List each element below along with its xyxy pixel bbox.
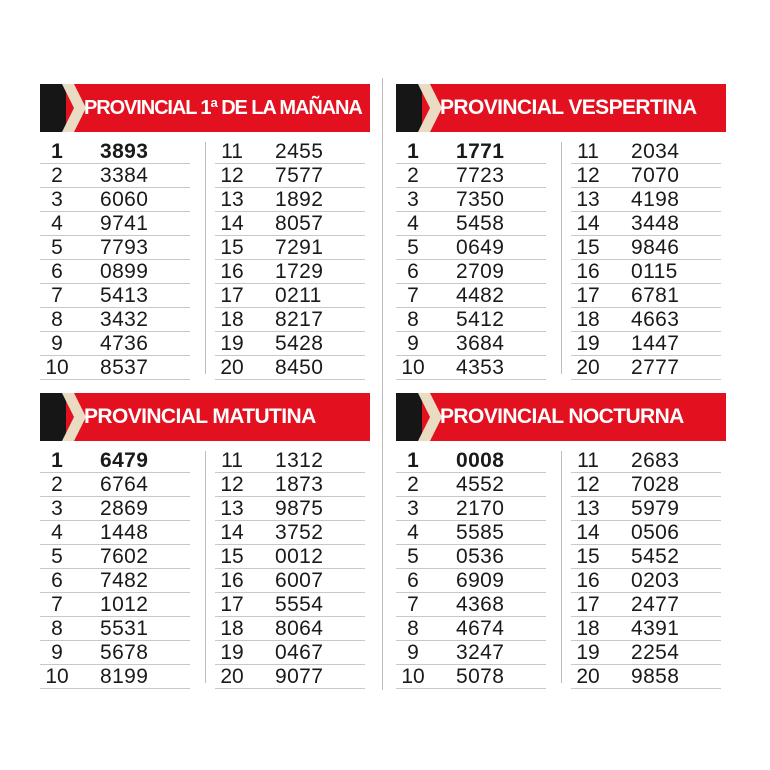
result-row xyxy=(571,593,721,617)
result-number: 8537 xyxy=(100,356,149,379)
result-number: 0649 xyxy=(456,236,505,259)
result-row xyxy=(571,521,721,545)
result-position: 12 xyxy=(220,473,244,496)
result-row xyxy=(40,593,190,617)
result-row xyxy=(40,545,190,569)
result-number: 2034 xyxy=(631,140,680,163)
result-number: 5078 xyxy=(456,665,505,688)
results-columns xyxy=(396,140,726,380)
panel-header xyxy=(396,393,726,441)
result-row xyxy=(40,569,190,593)
result-position: 1 xyxy=(407,449,419,472)
result-row xyxy=(40,665,190,689)
result-number: 1448 xyxy=(100,521,149,544)
result-number: 2254 xyxy=(631,641,680,664)
result-position: 13 xyxy=(220,497,244,520)
panel-title: PROVINCIAL NOCTURNA xyxy=(440,405,684,428)
result-row xyxy=(40,617,190,641)
result-position: 12 xyxy=(220,164,244,187)
result-row xyxy=(571,356,721,380)
result-position: 18 xyxy=(220,308,244,331)
result-row xyxy=(215,212,365,236)
result-number: 3247 xyxy=(456,641,505,664)
result-number: 4353 xyxy=(456,356,505,379)
result-position: 5 xyxy=(407,545,419,568)
result-number: 9858 xyxy=(631,665,680,688)
result-row xyxy=(40,188,190,212)
result-position: 20 xyxy=(576,356,600,379)
result-row xyxy=(40,521,190,545)
panel-title: PROVINCIAL 1ª DE LA MAÑANA xyxy=(84,97,362,119)
result-row xyxy=(396,332,546,356)
result-position: 5 xyxy=(407,236,419,259)
result-row xyxy=(396,260,546,284)
result-number: 6781 xyxy=(631,284,680,307)
result-position: 11 xyxy=(221,449,243,472)
result-position: 5 xyxy=(51,545,63,568)
result-number: 7602 xyxy=(100,545,149,568)
result-row xyxy=(215,332,365,356)
result-position: 18 xyxy=(576,308,600,331)
result-number: 5452 xyxy=(631,545,680,568)
results-columns xyxy=(40,140,370,380)
result-position: 19 xyxy=(220,641,244,664)
panel-title: PROVINCIAL VESPERTINA xyxy=(440,96,697,119)
result-position: 20 xyxy=(220,356,244,379)
result-position: 6 xyxy=(51,260,63,283)
result-row xyxy=(571,212,721,236)
result-row xyxy=(215,449,365,473)
result-number: 0012 xyxy=(275,545,324,568)
result-position: 8 xyxy=(51,308,63,331)
panel-header xyxy=(40,393,370,441)
result-position: 12 xyxy=(576,164,600,187)
result-number: 6909 xyxy=(456,569,505,592)
result-position: 17 xyxy=(220,593,244,616)
result-position: 7 xyxy=(51,284,63,307)
result-number: 7350 xyxy=(456,188,505,211)
result-row xyxy=(40,260,190,284)
result-position: 8 xyxy=(407,617,419,640)
result-row xyxy=(571,284,721,308)
result-position: 2 xyxy=(407,164,419,187)
panel-provincial-primera-manana xyxy=(40,84,370,380)
result-number: 0115 xyxy=(631,260,678,283)
result-number: 0536 xyxy=(456,545,505,568)
result-row xyxy=(215,260,365,284)
results-column-1-10 xyxy=(396,449,546,689)
result-row xyxy=(396,284,546,308)
result-number: 5412 xyxy=(456,308,505,331)
result-row xyxy=(40,140,190,164)
result-row xyxy=(396,188,546,212)
result-row xyxy=(40,284,190,308)
result-number: 5531 xyxy=(100,617,149,640)
center-divider xyxy=(382,78,383,690)
result-row xyxy=(396,449,546,473)
result-position: 9 xyxy=(51,332,63,355)
result-position: 18 xyxy=(576,617,600,640)
results-column-11-20 xyxy=(571,449,721,689)
result-number: 7793 xyxy=(100,236,149,259)
result-number: 2683 xyxy=(631,449,680,472)
result-position: 4 xyxy=(407,521,419,544)
results-columns xyxy=(40,449,370,689)
result-number: 4663 xyxy=(631,308,680,331)
result-number: 7577 xyxy=(275,164,324,187)
result-number: 1447 xyxy=(631,332,680,355)
result-row xyxy=(396,212,546,236)
result-number: 2477 xyxy=(631,593,680,616)
result-row xyxy=(215,569,365,593)
result-position: 10 xyxy=(45,356,69,379)
result-position: 3 xyxy=(51,497,63,520)
result-number: 8199 xyxy=(100,665,149,688)
result-number: 5428 xyxy=(275,332,324,355)
result-row xyxy=(571,449,721,473)
result-row xyxy=(396,140,546,164)
result-position: 9 xyxy=(51,641,63,664)
result-row xyxy=(40,641,190,665)
result-number: 3893 xyxy=(100,140,149,163)
result-row xyxy=(40,236,190,260)
result-number: 1771 xyxy=(456,140,505,163)
result-position: 3 xyxy=(51,188,63,211)
result-row xyxy=(215,284,365,308)
result-row xyxy=(215,593,365,617)
result-position: 1 xyxy=(407,140,419,163)
result-row xyxy=(396,473,546,497)
result-row xyxy=(571,617,721,641)
result-position: 10 xyxy=(45,665,69,688)
result-row xyxy=(571,497,721,521)
result-number: 3384 xyxy=(100,164,149,187)
result-row xyxy=(571,164,721,188)
result-number: 7028 xyxy=(631,473,680,496)
result-position: 13 xyxy=(576,188,600,211)
result-position: 10 xyxy=(401,356,425,379)
result-position: 16 xyxy=(576,260,600,283)
result-row xyxy=(40,332,190,356)
result-row xyxy=(215,164,365,188)
result-position: 3 xyxy=(407,188,419,211)
results-column-11-20 xyxy=(571,140,721,380)
result-row xyxy=(40,308,190,332)
result-position: 7 xyxy=(407,593,419,616)
result-number: 1312 xyxy=(275,449,324,472)
result-position: 14 xyxy=(220,521,244,544)
result-row xyxy=(571,569,721,593)
result-position: 1 xyxy=(51,140,63,163)
result-position: 17 xyxy=(576,284,600,307)
result-number: 8057 xyxy=(275,212,324,235)
result-number: 1012 xyxy=(100,593,149,616)
result-row xyxy=(571,260,721,284)
result-position: 15 xyxy=(220,545,244,568)
result-position: 8 xyxy=(407,308,419,331)
result-position: 9 xyxy=(407,332,419,355)
result-number: 4482 xyxy=(456,284,505,307)
result-number: 3432 xyxy=(100,308,149,331)
result-position: 18 xyxy=(220,617,244,640)
result-row xyxy=(571,140,721,164)
result-number: 7291 xyxy=(275,236,324,259)
result-position: 5 xyxy=(51,236,63,259)
result-row xyxy=(571,665,721,689)
result-row xyxy=(40,449,190,473)
result-row xyxy=(215,236,365,260)
result-row xyxy=(571,188,721,212)
result-number: 6060 xyxy=(100,188,149,211)
result-position: 16 xyxy=(220,260,244,283)
result-position: 17 xyxy=(576,593,600,616)
result-number: 6007 xyxy=(275,569,324,592)
result-position: 19 xyxy=(576,641,600,664)
result-number: 7070 xyxy=(631,164,680,187)
result-number: 5554 xyxy=(275,593,324,616)
result-row xyxy=(571,332,721,356)
result-position: 9 xyxy=(407,641,419,664)
panel-title: PROVINCIAL MATUTINA xyxy=(84,405,316,428)
result-number: 9875 xyxy=(275,497,324,520)
result-position: 2 xyxy=(407,473,419,496)
result-number: 8064 xyxy=(275,617,324,640)
result-number: 5413 xyxy=(100,284,149,307)
result-position: 6 xyxy=(51,569,63,592)
result-row xyxy=(396,308,546,332)
result-row xyxy=(396,236,546,260)
result-row xyxy=(396,164,546,188)
result-position: 15 xyxy=(576,236,600,259)
result-number: 4674 xyxy=(456,617,505,640)
results-column-1-10 xyxy=(40,449,190,689)
result-row xyxy=(215,140,365,164)
result-number: 9077 xyxy=(275,665,324,688)
result-number: 0506 xyxy=(631,521,680,544)
result-number: 0008 xyxy=(456,449,505,472)
result-position: 11 xyxy=(577,449,599,472)
panel-header xyxy=(396,84,726,132)
result-position: 13 xyxy=(576,497,600,520)
result-row xyxy=(396,521,546,545)
panel-provincial-matutina xyxy=(40,393,370,689)
result-number: 2170 xyxy=(456,497,505,520)
result-position: 11 xyxy=(221,140,243,163)
result-position: 2 xyxy=(51,164,63,187)
result-number: 8217 xyxy=(275,308,324,331)
panel-provincial-nocturna xyxy=(396,393,726,689)
result-number: 5979 xyxy=(631,497,680,520)
result-row xyxy=(396,665,546,689)
result-number: 5678 xyxy=(100,641,149,664)
result-number: 6764 xyxy=(100,473,149,496)
result-row xyxy=(571,308,721,332)
result-row xyxy=(571,236,721,260)
result-row xyxy=(571,641,721,665)
result-row xyxy=(396,593,546,617)
result-position: 16 xyxy=(220,569,244,592)
result-number: 4198 xyxy=(631,188,680,211)
result-number: 1729 xyxy=(275,260,324,283)
result-position: 2 xyxy=(51,473,63,496)
result-row xyxy=(396,617,546,641)
result-position: 6 xyxy=(407,260,419,283)
result-position: 8 xyxy=(51,617,63,640)
result-row xyxy=(396,545,546,569)
results-column-1-10 xyxy=(396,140,546,380)
result-number: 2455 xyxy=(275,140,324,163)
result-number: 9741 xyxy=(100,212,149,235)
result-position: 4 xyxy=(51,212,63,235)
result-number: 3752 xyxy=(275,521,324,544)
result-number: 0899 xyxy=(100,260,149,283)
result-number: 5458 xyxy=(456,212,505,235)
result-number: 4736 xyxy=(100,332,149,355)
result-number: 3448 xyxy=(631,212,680,235)
result-position: 14 xyxy=(220,212,244,235)
result-number: 4391 xyxy=(631,617,680,640)
result-row xyxy=(215,617,365,641)
result-position: 16 xyxy=(576,569,600,592)
result-row xyxy=(215,641,365,665)
results-column-11-20 xyxy=(215,140,365,380)
result-number: 5585 xyxy=(456,521,505,544)
result-row xyxy=(215,545,365,569)
panel-header xyxy=(40,84,370,132)
result-position: 6 xyxy=(407,569,419,592)
result-row xyxy=(215,521,365,545)
result-number: 0467 xyxy=(275,641,324,664)
result-row xyxy=(215,665,365,689)
result-row xyxy=(215,473,365,497)
result-number: 7723 xyxy=(456,164,505,187)
result-position: 15 xyxy=(576,545,600,568)
result-row xyxy=(40,497,190,521)
result-position: 14 xyxy=(576,212,600,235)
result-row xyxy=(396,569,546,593)
panel-provincial-vespertina xyxy=(396,84,726,380)
result-number: 6479 xyxy=(100,449,149,472)
result-position: 15 xyxy=(220,236,244,259)
result-row xyxy=(215,497,365,521)
result-row xyxy=(215,308,365,332)
result-row xyxy=(571,473,721,497)
result-number: 8450 xyxy=(275,356,324,379)
result-position: 11 xyxy=(577,140,599,163)
result-position: 17 xyxy=(220,284,244,307)
results-column-11-20 xyxy=(215,449,365,689)
result-number: 2869 xyxy=(100,497,149,520)
result-number: 2777 xyxy=(631,356,680,379)
result-position: 1 xyxy=(51,449,63,472)
result-row xyxy=(396,641,546,665)
result-number: 3684 xyxy=(456,332,505,355)
result-number: 0211 xyxy=(275,284,322,307)
result-number: 7482 xyxy=(100,569,149,592)
result-number: 0203 xyxy=(631,569,680,592)
result-row xyxy=(396,356,546,380)
result-number: 1873 xyxy=(275,473,324,496)
result-position: 4 xyxy=(51,521,63,544)
result-row xyxy=(40,164,190,188)
result-row xyxy=(40,212,190,236)
result-number: 4368 xyxy=(456,593,505,616)
result-position: 7 xyxy=(51,593,63,616)
result-row xyxy=(40,473,190,497)
result-position: 10 xyxy=(401,665,425,688)
result-position: 19 xyxy=(220,332,244,355)
results-column-1-10 xyxy=(40,140,190,380)
result-position: 4 xyxy=(407,212,419,235)
result-number: 2709 xyxy=(456,260,505,283)
result-position: 13 xyxy=(220,188,244,211)
result-position: 19 xyxy=(576,332,600,355)
result-position: 7 xyxy=(407,284,419,307)
result-number: 9846 xyxy=(631,236,680,259)
result-position: 12 xyxy=(576,473,600,496)
result-number: 1892 xyxy=(275,188,324,211)
result-position: 20 xyxy=(576,665,600,688)
result-row xyxy=(40,356,190,380)
result-row xyxy=(571,545,721,569)
result-position: 14 xyxy=(576,521,600,544)
result-row xyxy=(396,497,546,521)
result-row xyxy=(215,188,365,212)
results-columns xyxy=(396,449,726,689)
result-position: 3 xyxy=(407,497,419,520)
result-position: 20 xyxy=(220,665,244,688)
result-row xyxy=(215,356,365,380)
result-number: 4552 xyxy=(456,473,505,496)
